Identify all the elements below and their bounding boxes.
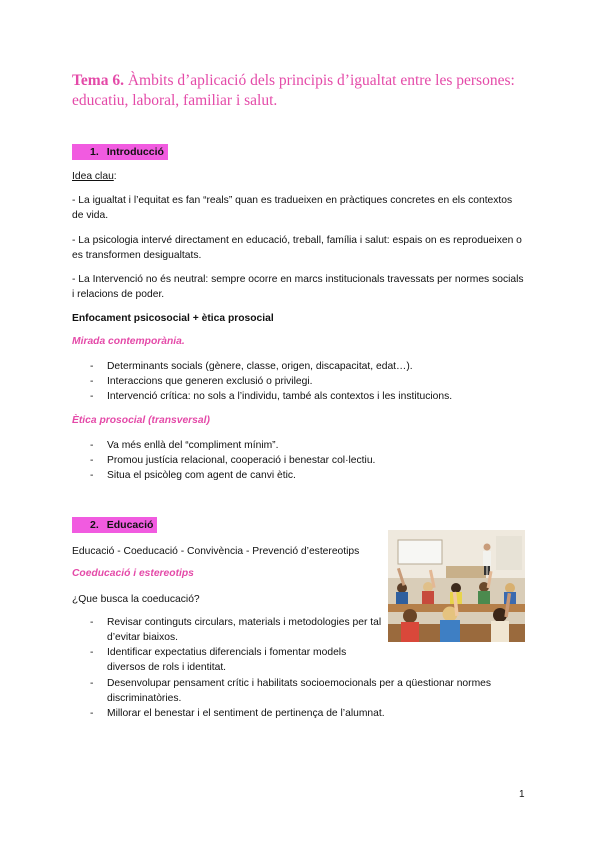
coeducacio-question: ¿Que busca la coeducació? [72, 594, 200, 605]
paragraph: - La igualtat i l’equitat es fan “reals” quan es tradueixen en pràctiques concretes en els contextos de vida. [72, 195, 513, 221]
coeducacio-subtitle: Coeducació i estereotips [72, 568, 194, 579]
list-item: - Desenvolupar pensament crític i habilitats socioemocionals per a qüestionar normes discriminatòries. [72, 676, 532, 706]
list-item: - Situa el psicòleg com agent de canvi ètic. [72, 468, 532, 483]
list-item: - Promou justícia relacional, cooperació i benestar col·lectiu. [72, 453, 532, 468]
section-heading-educacio [72, 517, 157, 533]
etica-list [72, 438, 532, 483]
paragraph: - La psicologia intervé directament en educació, treball, família i salut: espais on es reprodueixen o es transformen desigualtats. [72, 235, 522, 261]
list-item: - Millorar el benestar i el sentiment de pertinença de l’alumnat. [72, 706, 532, 721]
list-item: - Revisar continguts circulars, materials i metodologies per tal d’evitar biaixos. [72, 615, 382, 645]
subheading: Enfocament psicosocial + ètica prosocial [72, 313, 274, 324]
section-heading-text: Educació [106, 519, 154, 531]
etica-title: Ètica prosocial (transversal) [72, 415, 210, 426]
title-number: Tema 6. [72, 72, 124, 89]
coeducacio-list-b [72, 676, 532, 721]
classroom-photo [388, 530, 525, 642]
list-item: - Interaccions que generen exclusió o privilegi. [72, 374, 532, 389]
list-item: - Va més enllà del “compliment mínim”. [72, 438, 532, 453]
list-item: - Identificar expectatius diferencials i fomentar models diversos de rols i identitat. [72, 645, 382, 675]
mirada-title: Mirada contemporània. [72, 336, 185, 347]
paragraph: - La Intervenció no és neutral: sempre ocorre en marcs institucionals travessats per normes socials i relacions de poder. [72, 274, 524, 300]
page-number: 1 [519, 789, 525, 800]
idea-clau-label [72, 169, 524, 184]
section-heading-text: Introducció [106, 146, 164, 158]
section-number: 1. [90, 146, 99, 158]
title-text: Àmbits d’aplicació dels principis d’igualtat entre les persones: educatiu, laboral, familiar i salut. [72, 72, 515, 109]
section-heading-introduccio [72, 144, 168, 160]
page-title [72, 71, 552, 111]
idea-colon: : [113, 171, 117, 182]
list-item: - Determinants socials (gènere, classe, origen, discapacitat, edat…). [72, 359, 532, 374]
mirada-list [72, 359, 532, 404]
list-item: - Intervenció crítica: no sols a l’individu, també als contextos i les institucions. [72, 389, 532, 404]
idea-label-text: Idea clau [72, 171, 114, 182]
section-number: 2. [90, 519, 99, 531]
section2-topics: Educació - Coeducació - Convivència - Prevenció d’estereotips [72, 546, 360, 557]
coeducacio-list-a [72, 615, 382, 675]
